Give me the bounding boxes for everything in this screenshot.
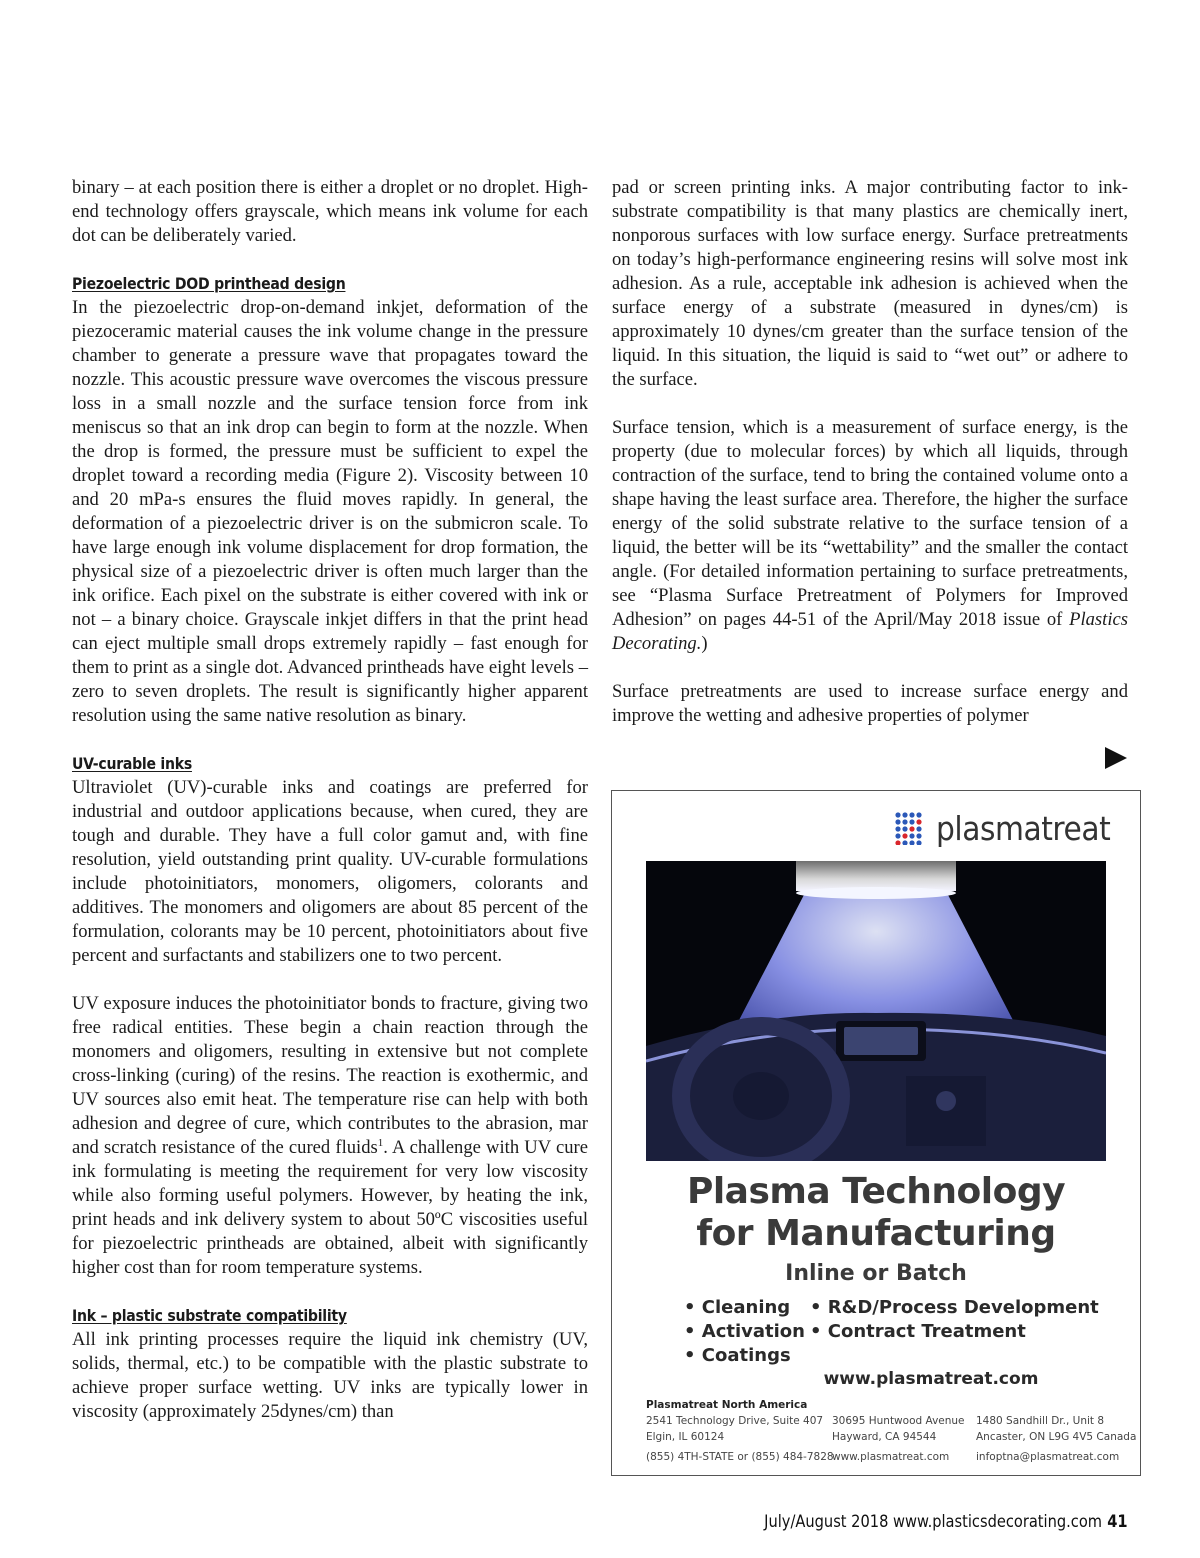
heading-piezoelectric: Piezoelectric DOD printhead design <box>72 274 346 293</box>
ad-headline <box>612 1171 1140 1255</box>
footnote-ref: 1 <box>377 1136 384 1149</box>
address-hayward-web[interactable]: www.plasmatreat.com <box>832 1451 950 1463</box>
service-cleaning: • Cleaning <box>684 1297 791 1318</box>
address-elgin-line-2: Elgin, IL 60124 <box>646 1431 725 1443</box>
address-hayward <box>832 1413 965 1465</box>
paragraph-uv-2 <box>72 992 588 1280</box>
paragraph-pretreatments: Surface pretreatments are used to increase surface energy and improve the wetting and adhesive properties of polymer <box>612 681 1128 726</box>
address-ancaster-email[interactable]: infoptna@plasmatreat.com <box>976 1451 1120 1463</box>
right-column <box>612 176 1128 728</box>
ad-website-text[interactable]: www.plasmatreat.com <box>823 1369 1039 1389</box>
ad-company-name: Plasmatreat North America <box>646 1399 808 1411</box>
service-activation: • Activation <box>684 1321 805 1342</box>
left-column <box>72 176 588 1424</box>
paragraph-binary: binary – at each position there is either a droplet or no droplet. High-end technology offers grayscale, which means ink volume for each dot can be deliberately varied. <box>72 177 588 246</box>
plasmatreat-advertisement[interactable] <box>611 790 1141 1476</box>
service-rd-process: • R&D/Process Development <box>810 1297 1099 1318</box>
address-ancaster-line-2: Ancaster, ON L9G 4V5 Canada <box>976 1431 1137 1443</box>
paragraph-uv-2-part-a: UV exposure induces the photoinitiator bonds to fracture, giving two free radical entities. These begin a chain reaction through the monomers and oligomers, resulting in extensive but not complete cross-linking (curing) of the resins. The reaction is exothermic, and UV sources also emit heat. The temperature rise can help with both adhesion and degree of cure, which contributes to the abrasion, mar and scratch resistance of the cured fluids <box>72 993 588 1158</box>
ad-subhead: Inline or Batch <box>785 1261 967 1286</box>
paragraph-piezoelectric: In the piezoelectric drop-on-demand inkjet, deformation of the piezoceramic material causes the ink volume change in the pressure chamber to generate a pressure wave that propagates toward the nozzle. This acoustic pressure wave overcomes the viscous pressure loss in a small nozzle and the surface tension force from ink meniscus so that an ink drop can begin to form at the nozzle. When the drop is formed, the pressure must be sufficient to expel the droplet toward a recording media (Figure 2). Viscosity between 10 and 20 mPa-s ensures the fluid moves rapidly. In general, the deformation of a piezoelectric driver is on the submicron scale. To have large enough ink volume displacement for drop formation, the physical size of a piezoelectric driver is often much larger than the ink orifice. Each pixel on the substrate is either covered with ink or not – a binary choice. Grayscale inkjet differs in that the print head can eject multiple small drops extremely rapidly – fast enough for them to print as a single dot. Advanced printheads have eight levels – zero to seven droplets. The result is significantly higher apparent resolution using the same native resolution as binary. <box>72 297 588 726</box>
paragraph-surface-tension-text: Surface tension, which is a measurement of surface energy, is the property (due to molecular forces) by which all liquids, through contraction of the surface, tend to bring the contained volume onto a shape having the least surface area. Therefore, the higher the surface energy of the solid substrate relative to the surface tension of a liquid, the better will be its “wettability” and the smaller the contact angle. (For detailed information pertaining to surface pretreatments, see “Plasma Surface Pretreatment of Polymers for Improved Adhesion” on pages 44-51 of the April/May 2018 issue of <box>612 417 1128 630</box>
page-number: 41 <box>1107 1512 1128 1532</box>
service-contract-treatment: • Contract Treatment <box>810 1321 1026 1342</box>
ad-headline-line-2: for Manufacturing <box>696 1213 1056 1254</box>
continue-arrow-icon[interactable] <box>1105 747 1127 769</box>
footer-issue: July/August 2018 www.plasticsdecorating.com <box>764 1512 1103 1532</box>
paragraph-compatibility: All ink printing processes require the liquid ink chemistry (UV, solids, thermal, etc.) to be compatible with the plastic substrate to achieve proper surface wetting. UV inks are typically lower in viscosity (approximately 25dynes/cm) than <box>72 1329 588 1422</box>
page-footer <box>765 1512 1128 1532</box>
service-coatings: • Coatings <box>684 1345 791 1366</box>
plasmatreat-logo-text: plasmatreat <box>936 808 1111 848</box>
ad-website[interactable] <box>612 1369 1140 1389</box>
address-elgin <box>646 1397 834 1465</box>
car-dashboard-plasma-image <box>646 861 1106 1161</box>
paragraph-surface-tension <box>612 416 1128 656</box>
plasmatreat-logo <box>894 808 1130 848</box>
address-elgin-phone: (855) 4TH-STATE or (855) 484-7828 <box>646 1451 834 1463</box>
paragraph-uv-1: Ultraviolet (UV)-curable inks and coatings are preferred for industrial and outdoor applications because, when cured, they are tough and durable. They have a full color gamut and, with fine resolution, yield outstanding print quality. UV-curable formulations include photoinitiators, monomers, oligomers, colorants and additives. The monomers and oligomers are about 85 percent of the formulation, colorants may be 10 percent, photoinitiators about five percent and surfactants and stabilizers one to two percent. <box>72 777 588 966</box>
address-hayward-line-2: Hayward, CA 94544 <box>832 1431 937 1443</box>
paragraph-ink-adhesion: pad or screen printing inks. A major contributing factor to ink-substrate compatibility is that many plastics are chemically inert, nonporous surfaces with low surface energy. Surface pretreatments on today’s high-performance engineering resins will solve most ink adhesion. As a rule, acceptable ink adhesion is achieved when the surface energy of a substrate (measured in dynes/cm) is approximately 10 dynes/cm greater than the surface tension of the liquid. In this situation, the liquid is said to “wet out” or adhere to the surface. <box>612 177 1128 390</box>
address-hayward-line-1: 30695 Huntwood Avenue <box>832 1415 965 1427</box>
paragraph-uv-2-part-b: . A challenge with UV cure ink formulating is meeting the requirement for very low viscosity while also forming useful polymers. However, by heating the ink, print heads and ink delivery system to about 50ºC viscosities useful for piezoelectric printheads are obtained, albeit with significantly higher cost than for room temperature systems. <box>72 1137 588 1278</box>
ad-headline-line-1: Plasma Technology <box>686 1171 1066 1212</box>
magazine-title: Plastics Decorating. <box>612 609 1128 654</box>
address-ancaster <box>976 1413 1136 1465</box>
heading-compatibility: Ink – plastic substrate compatibility <box>72 1306 347 1325</box>
heading-uv-curable: UV-curable inks <box>72 754 192 773</box>
paragraph-surface-tension-close: ) <box>701 633 708 654</box>
address-ancaster-line-1: 1480 Sandhill Dr., Unit 8 <box>976 1415 1105 1427</box>
address-elgin-line-1: 2541 Technology Drive, Suite 407 <box>646 1415 824 1427</box>
plasmatreat-logo-dots-icon <box>894 811 928 845</box>
